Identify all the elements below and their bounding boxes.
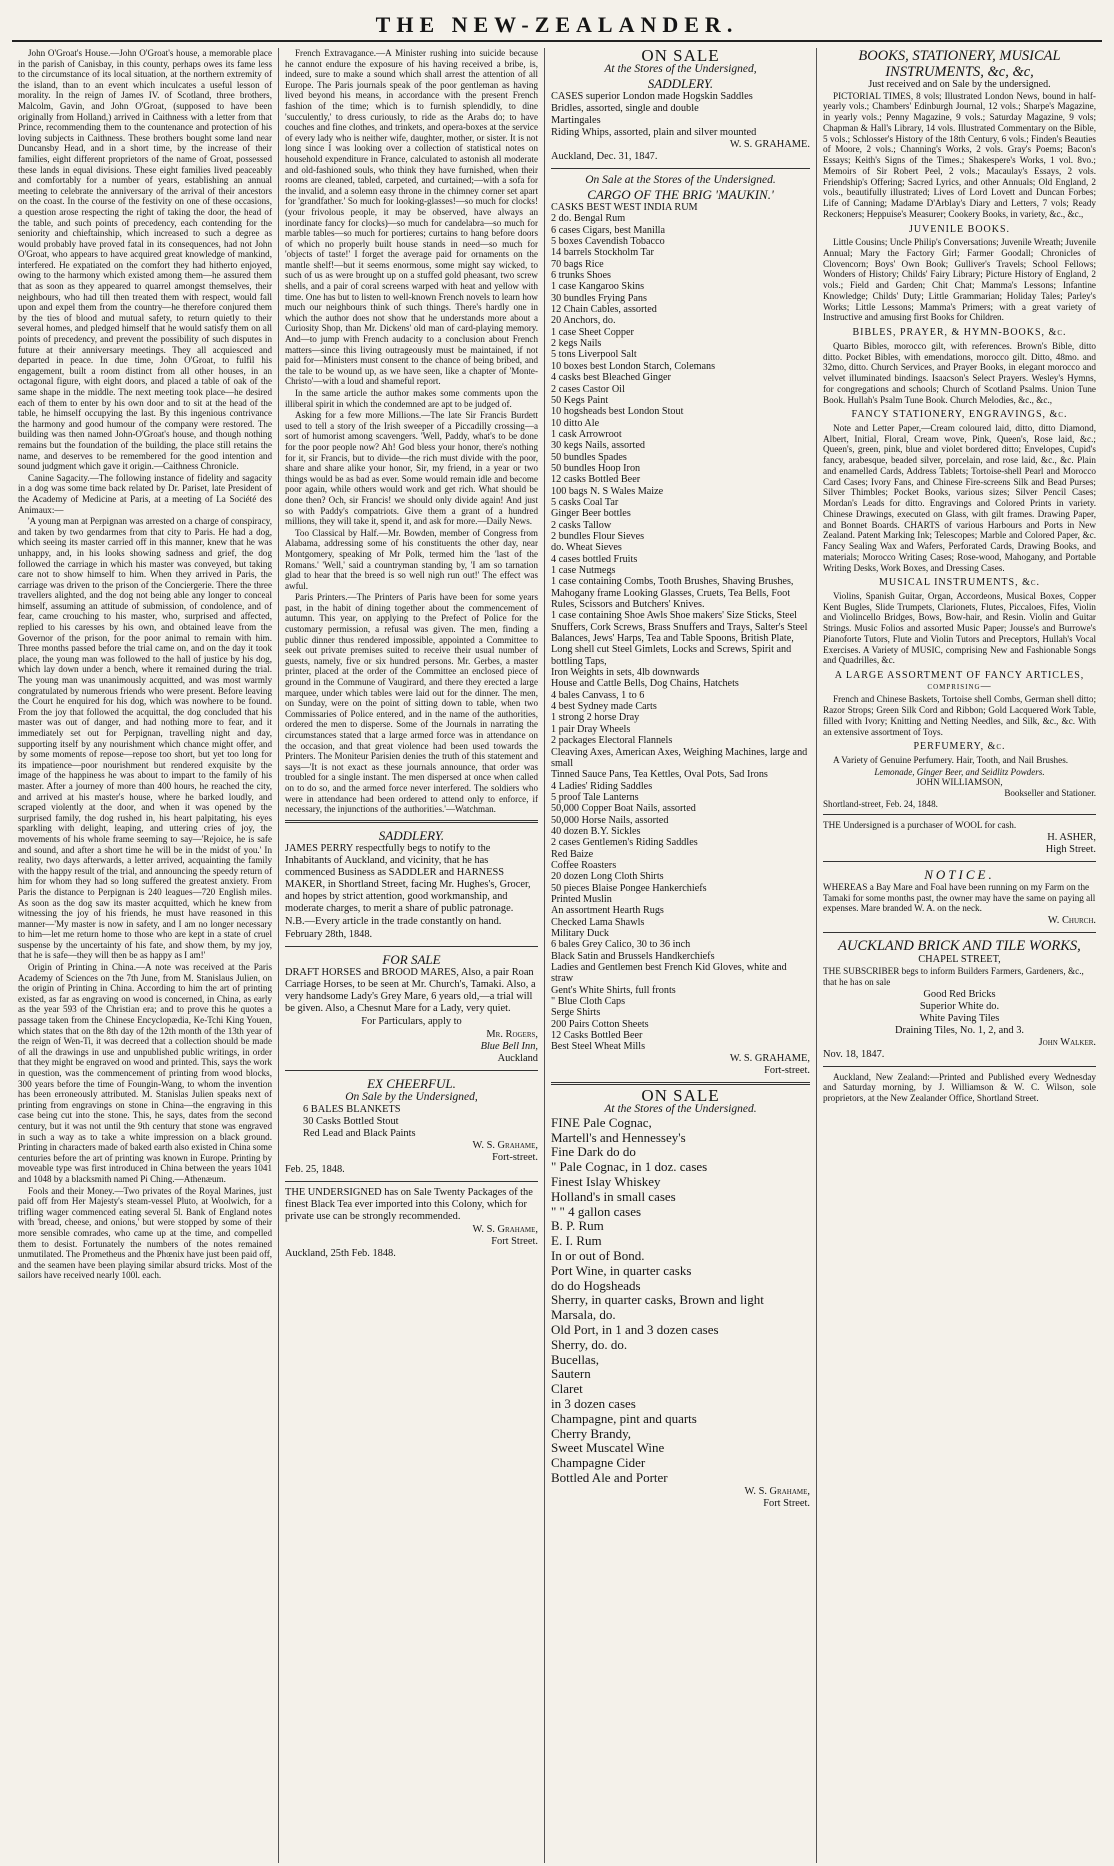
ad-heading-books: BOOKS, STATIONERY, MUSICAL INSTRUMENTS, &c, &c, <box>858 48 1061 80</box>
section-heading-fancy: FANCY STATIONERY, ENGRAVINGS, &c. <box>851 409 1068 421</box>
ad-subheading: On Sale by the Undersigned, <box>345 1090 478 1103</box>
cargo-item: 70 bags Rice <box>551 258 604 270</box>
cargo-item: 12 Casks Bottled Beer <box>551 1030 643 1042</box>
cargo-item: Ginger Beer bottles <box>551 508 631 520</box>
divider <box>551 1082 810 1085</box>
ad-place: High Street. <box>1045 843 1096 855</box>
cargo-item: 4 best Sydney made Carts <box>551 701 657 713</box>
wine-item: Sherry, in quarter casks, Brown and light <box>551 1292 764 1308</box>
cargo-item: 2 kegs Nails <box>551 338 602 350</box>
wine-item: Claret <box>551 1381 583 1397</box>
divider <box>823 814 1096 815</box>
cargo-item: 30 kegs Nails, assorted <box>551 440 645 452</box>
ad-body: JAMES PERRY respectfully begs to notify to the Inhabitants of Auckland, and vicinity, that he has commenced Business as SADDLER and HARNESS MAKER, in Shortland Street, facing Mr. Hughes's, Grocer, and hopes by strict attention, good workmanship, and moderate charges, to merit a share of public patronage. <box>285 842 531 914</box>
article-illiberal-spirit: In the same article the author makes some comments upon the illiberal spirit in which the condemned are apt to be judged of. <box>285 388 538 409</box>
ad-body: THE UNDERSIGNED has on Sale Twenty Packages of the finest Black Tea ever imported into this Colony, which for private use can be strongly recommended. <box>285 1186 533 1222</box>
cargo-item: 50 bundles Spades <box>551 451 627 463</box>
cargo-item: 10 boxes best London Starch, Colemans <box>551 360 716 372</box>
cargo-item: 4 cases bottled Fruits <box>551 553 638 565</box>
ad-subheading: Just received and on Sale by the undersigned. <box>868 79 1051 90</box>
cargo-item: 12 Chain Cables, assorted <box>551 304 657 316</box>
ad-place: Fort Street. <box>763 1497 810 1509</box>
divider <box>285 946 538 947</box>
wine-item: in 3 dozen cases <box>551 1395 636 1411</box>
cargo-item: 14 barrels Stockholm Tar <box>551 247 654 259</box>
wine-item: Finest Islay Whiskey <box>551 1173 661 1189</box>
divider <box>285 1181 538 1182</box>
imprint: Auckland, New Zealand:—Printed and Published every Wednesday and Saturday morning, by J. Williamson & W. C. Wilson, sole proprietors, at the New Zealander Office, Shortland Street. <box>823 1071 1096 1104</box>
cargo-item: 10 hogsheads best London Stout <box>551 406 684 418</box>
divider <box>823 861 1096 862</box>
cargo-item: 4 bales Canvass, 1 to 6 <box>551 689 645 701</box>
column-1 <box>12 48 278 1863</box>
cargo-item: 5 casks Coal Tar <box>551 496 619 508</box>
ad-signer: Mr. Rogers, <box>486 1028 538 1040</box>
ad-black-tea <box>285 1187 538 1260</box>
wine-item: Champagne, pint and quarts <box>551 1410 697 1426</box>
wine-list <box>551 1116 810 1486</box>
ad-heading: NOTICE. <box>924 866 995 882</box>
cargo-item: House and Cattle Bells, Dog Chains, Hatchets <box>551 678 739 690</box>
ad-place: Fort-street. <box>492 1151 538 1163</box>
article-printing-china: Origin of Printing in China.—A note was received at the Paris Academy of Sciences on the 7th June, from M. Stanislaus Julien, on the origin of Printing in China. According to him the art of printing existed, as far as engraving on wood is concerned, in China, as early as the year 593 of the Christian era; and to prove this he quotes a passage taken from the Chinese Encyclopædia, Ke-Tchi King Youen, which states that on the 8th day of the 12th month of the 13th year of the reign of Wen-Ti, it was decreed that a collection should be made of all the drawings in use and unpublished public writings, in order that they might be engraved on wood and printed. This, says the work in question, was the commencement of printing from wood blocks, 300 years before the time of Foungin-Wang, to whom the invention has been erroneously attributed. M. Stanislas Julien speaks next of printing from engravings on stone in China—the engraving in this case being cut into the stone. This, he says, dates from the second century, but it was not until the 9th century that stone was engraved in such a way as to take a white impression on a black ground. Printing in characters made of baked earth also existed in China some centuries before the art of printing was known in Europe. Printing by moveable type was first introduced in China between the years 1041 and 1048 by a blacksmith named Pi Ching.—Athenæum. <box>18 962 272 1184</box>
cargo-item: 1 case Sheet Copper <box>551 326 634 338</box>
cargo-item: 1 strong 2 horse Dray <box>551 712 640 724</box>
cargo-item: Ladies and Gentlemen best French Kid Gloves, white and straw <box>551 962 787 985</box>
cargo-item: 100 bags N. S Wales Maize <box>551 485 664 497</box>
wine-item: do do Hogsheads <box>551 1277 641 1293</box>
ad-signer: John Walker. <box>1038 1036 1096 1048</box>
cargo-item: Best Steel Wheat Mills <box>551 1041 646 1053</box>
ad-on-sale-spirits <box>551 1085 810 1510</box>
cargo-item: 12 casks Bottled Beer <box>551 474 641 486</box>
ad-particulars: For Particulars, apply to <box>361 1015 462 1027</box>
ad-heading: FOR SALE <box>382 951 441 967</box>
ad-subheading: CARGO OF THE BRIG 'MAUKIN.' <box>587 187 774 202</box>
ad-ex-cheerful <box>285 1076 538 1176</box>
wine-item: E. I. Rum <box>551 1233 602 1249</box>
ad-subheading: At the Stores of the Undersigned, <box>604 63 757 75</box>
ad-signer: W. S. Grahame, <box>472 1223 538 1235</box>
cargo-item: do. Wheat Sieves <box>551 542 622 554</box>
cargo-item: 1 pair Dray Wheels <box>551 723 631 735</box>
article-paris-printers: Paris Printers.—The Printers of Paris have been for some years past, in the habit of dining together about the commencement of autumn. This year, on applying to the Prefect of Police for the customary permission, a refusal was given. The men, finding a public dinner thus rendered impossible, appointed a Committee to seek out private premises suited to receive their usual number of guests, namely, five or six hundred persons. Mr. Gerbes, a master printer, placed at the order of the Committee an enclosed piece of ground in the Commune of Vaugirard, and there they erected a large marquee, under which tables were laid out for the dinner. The men, on Sunday, were on the point of sitting down to table, when two Commissaries of Police entered, and in the name of the authorities, ordered the men to disperse. Some of the Journals in narrating the circumstances stated that a large armed force was in attendance on the occasion, and that great violence had been used towards the Printers. The Moniteur Parisien denies the truth of this statement and says—'It is not exact as these journals announce, that order was troubled for a single instant. The men dispersed at once when called on to do so, and the armed force never interfered. The soldiers who were in attendance had been ordered to attend only to enforce, if necessary, the injunctions of the authorities.'—Watchman. <box>285 592 538 815</box>
ad-signer: JOHN WILLIAMSON, <box>916 777 1003 788</box>
column-4 <box>816 48 1102 1863</box>
cargo-item: 5 proof Tale Lanterns <box>551 791 639 803</box>
cargo-item: 1 case Kangaroo Skins <box>551 281 645 293</box>
ad-heading: ON SALE <box>641 1085 720 1105</box>
ad-note: N.B.—Every article in the trade constantly on hand. <box>285 915 502 927</box>
cargo-item: 5 tons Liverpool Salt <box>551 349 637 361</box>
section-heading-juvenile: JUVENILE BOOKS. <box>908 223 1011 235</box>
cargo-item: Red Baize <box>551 848 594 860</box>
ad-body: THE SUBSCRIBER begs to inform Builders Farmers, Gardeners, &c., that he has on sale <box>823 966 1084 987</box>
article-too-classical: Too Classical by Half.—Mr. Bowden, member of Congress from Alabama, addressing some of his constituents the other day, near Montgomery, speaking of Mr Polk, termed him the 'last of the Romans.' 'Well,' said a countryman standing by, 'I am so tarnation glad to hear that the breed is so well nigh run out!' The effect was awful. <box>285 527 538 591</box>
divider <box>285 820 538 823</box>
cargo-item: Cleaving Axes, American Axes, Weighing Machines, large and small <box>551 746 808 769</box>
cargo-item: An assortment Hearth Rugs <box>551 905 664 917</box>
cargo-item: Checked Lama Shawls <box>551 916 645 928</box>
cargo-item: Serge Shirts <box>551 1007 601 1019</box>
ad-cargo-maukin <box>551 174 810 1077</box>
ad-date: Shortland-street, Feb. 24, 1848. <box>823 798 938 809</box>
ad-place: Auckland <box>497 1052 538 1064</box>
cargo-item: 10 ditto Ale <box>551 417 600 429</box>
ad-heading: AUCKLAND BRICK AND TILE WORKS, <box>838 938 1081 955</box>
cargo-item: 2 bundles Flour Sieves <box>551 530 645 542</box>
cargo-item: 1 cask Arrowroot <box>551 428 622 440</box>
wine-item: Port Wine, in quarter casks <box>551 1262 692 1278</box>
books-list: PICTORIAL TIMES, 8 vols; Illustrated London News, bound in half-yearly vols.; Chambers' Edinburgh Journal, 12 vols.; Sharpe's Magazine, in yearly vols.; Penny Magazine, 9 vols.; Saturday Magazine, 9 vols; Chapman & Hall's Library, 14 vols. Illustrated Commentary on the Bible, 5 vols.; Schlosser's History of the 18th Century, 6 vols.; Finden's Beauties of Moore, 2 vols.; Channing's Works, 2 vols. Gray's Poems; Bacon's Essays; Keith's Signs of the Times.; Shakespere's Works, 1 vol. 8vo.; Memoirs of Sir Robert Peel, 2 vols.; Macaulay's Essays, 2 vols. Friendship's Offering; Sacred Lyrics, and other Annuals; Old England, 2 vols., beautifully illustrated; Lives of Lord Lovett and Duncan Forbes; Life of Canning; Madame D'Arblay's Diary and Letters, 7 vols; Ready Reckoners; Heppuise's Measurer; Cookery Books, in variety, &c., &c., <box>823 90 1096 219</box>
cargo-item: 1 case containing Combs, Tooth Brushes, Shaving Brushes, Mahogany frame Looking Glasses, Cruets, Tea Bells, Foot Rules, Scissors and Butchers' Knives. <box>551 576 794 611</box>
ad-date: Auckland, 25th Feb. 1848. <box>285 1247 396 1259</box>
wine-item: Sweet Muscatel Wine <box>551 1440 665 1456</box>
column-3 <box>544 48 816 1863</box>
cargo-item: 5 boxes Cavendish Tobacco <box>551 236 665 248</box>
cargo-item: 1 case containing Shoe Awls Shoe makers' Size Sticks, Steel Snuffers, Cork Screws, Brass Snuffers and Trays, Salter's Steel Balances, Jews' Harps, Tea and Table Spoons, British Plate, Long shell cut Steel Gimlets, Locks and Screws, Spirit and bottling Taps, <box>551 610 808 667</box>
ad-subheading: At the Stores of the Undersigned. <box>604 1102 757 1115</box>
cargo-item: 50 Kegs Paint <box>551 394 609 406</box>
wine-item: Holland's in small cases <box>551 1188 676 1204</box>
cargo-list <box>551 202 810 1053</box>
wine-item: " Pale Cognac, in 1 doz. cases <box>551 1159 708 1175</box>
ad-place: Fort-street. <box>764 1064 810 1076</box>
wine-item: B. P. Rum <box>551 1218 604 1234</box>
ad-role: Bookseller and Stationer. <box>1004 787 1096 798</box>
ad-saddlery <box>285 828 538 941</box>
column-2 <box>278 48 544 1863</box>
cargo-item: 2 cases Gentlemen's Riding Saddles <box>551 837 698 849</box>
divider <box>551 168 810 169</box>
ad-heading: SADDLERY. <box>378 827 445 843</box>
ad-signer: W. S. GRAHAME, <box>729 1052 810 1064</box>
article-canine-sagacity: Canine Sagacity.—The following instance of fidelity and sagacity in a dog was some time back related by Dr. Pariset, late President of the Academy of Medicine at Paris, at a meeting of La Société des Animaux:— <box>18 472 272 515</box>
cargo-item: Gent's White Shirts, full fronts <box>551 984 676 996</box>
cargo-item: CASKS BEST WEST INDIA RUM <box>551 202 698 213</box>
ad-place: Fort Street. <box>491 1235 538 1247</box>
ad-inn: Blue Bell Inn, <box>480 1040 538 1052</box>
lemonade-line: Lemonade, Ginger Beer, and Seidlitz Powders. <box>874 766 1045 777</box>
cargo-item: 30 bundles Frying Pans <box>551 292 647 304</box>
masthead: THE NEW-ZEALANDER. <box>12 10 1102 42</box>
cargo-item: 50 bundles Hoop Iron <box>551 462 641 474</box>
ad-signer: H. ASHER, <box>1047 831 1096 843</box>
juvenile-list: Little Cousins; Uncle Philip's Conversations; Juvenile Wreath; Juvenile Annual; Mary the Factory Girl; Farmer Goodall; Chronicles of Clovencorn; Boys' Own Book; Gulliver's Travels; School Fellows; Wonders of History; Childs' Fairy Library; Picture History of England, 2 vols.; Field and Garden; Chit Chat; Mamma's Lessons; Infantine Knowledge; Childs' Duty; Little Grammarian; Holiday Tales; Parley's Works; Little Lessons; Mamma's Primers; with a great variety of Instructive and amusing first Books for Children. <box>823 237 1096 323</box>
cargo-item: Black Satin and Brussels Handkerchiefs <box>551 950 715 962</box>
ad-body: DRAFT HORSES and BROOD MARES, Also, a pair Roan Carriage Horses, to be seen at Mr. Church's, Tamaki. Also, a very handsome Lady's Grey Mare, 6 years old,—a trial will be given. Also, a Chesnut Mare for a Lady, very quiet. <box>285 966 536 1014</box>
section-heading-fancy-articles: A LARGE ASSORTMENT OF FANCY ARTICLES, comprising— <box>834 670 1085 692</box>
ad-signer: W. S. Grahame, <box>472 1139 538 1151</box>
ad-items: CASES superior London made Hogskin Saddles Bridles, assorted, single and double Martingales Riding Whips, assorted, plain and silver mounted <box>551 91 757 138</box>
wine-item: Martell's and Hennessey's <box>551 1129 686 1145</box>
article-canine-story: 'A young man at Perpignan was arrested on a charge of conspiracy, and taken by two gendarmes from that city to Paris. He had a dog, which seeing its master carried off in this manner, knew that he was unhappy, and, in his looks showing sadness and grief, the dog followed the carriage in which his master was conveyed, but taking care not to show himself to him. When they arrived in Paris, the carriage was driven to the prison of the Conciergerie. There the three travellers alighted, and the dog not being able any longer to conceal himself, assuming an attitude of submission, of condolence, and of fear, came crouching to his master, who, surprised and affected, replied to his caresses by his own, and obtained leave from the Governor of the prison, for the poor animal to remain with him. Three months passed before the trial came on, and on the day it took place, the young man was followed to the hall of justice by his dog, which lay down under a bench, where it remained during the trial. The young man was unanimously acquitted, and was most warmly congratulated by numerous friends who were present. Before leaving the Court he enquired for his dog, which was nowhere to be found. From the joy that followed the acquittal, the dog concluded that his master was out of danger, and had nothing more to fear, and it immediately set out for Perpignan, travelling night and day, supporting itself by any nourishment which chance might offer, and by some moments of repose—repose too short, but yet too long for its impatience—poor nourishment but rendered exquisite by the image of the happiness he was about to impart to the family of his master. After a journey of more than 400 hours, he reached the city, and arrived at his master's house, where he barked loudly, and scraped violently at the door, and when it was opened by the surprised family, the dog rushed in, his heart palpitating, his eyes sparkling with delight, leaping, and uttering cries of joy, the movements of his whole frame seeming to say—'Rejoice, he is safe and sound, and after a short time he will be in the midst of you.' In reality, two days afterwards, a letter arrived, acquainting the family with the happy result of the trial, and announcing the speedy return of him for whom they had so long suffered the greatest anxiety. From Paris the distance to Perpignan is 240 leagues—720 English miles. As soon as the dog saw its master acquitted, which he knew from witnessing the joy of his friends, he must have reasoned in this manner—'My master is now in safety, and I am no longer necessary to him—let me return home to those who are kept in a state of cruel suspense by the uncertainty of his fate, and show them, by my joy, that he is safe—they will then be as happy as I am!' <box>18 516 272 961</box>
article-millions: Asking for a few more Millions.—The late Sir Francis Burdett used to tell a story of the Irish sweeper of a Piccadilly crossing—a sort of humorist among scavengers. 'Well, Paddy, what's to be done for the poor people now? Ah! God bless your honor, there's nothing for it, sir Francis, but to divide—the rich must divide with the poor, share and share alike your honor, Sir, my friend, in a year or two things would be as bad as ever. Some would remain idle and become poor again, while others would work and get rich. What should be done then? Och, sir Francis! we should only divide again! And just so with Paddy's compatriots. Give them a grant of a hundred millions, they will take it, spend it, and ask for more.—Daily News. <box>285 410 538 527</box>
columns <box>12 48 1102 1863</box>
cargo-item: 2 casks Tallow <box>551 519 612 531</box>
cargo-item: 20 Anchors, do. <box>551 315 616 327</box>
cargo-item: 40 dozen B.Y. Sickles <box>551 825 641 837</box>
wine-item: Old Port, in 1 and 3 dozen cases <box>551 1321 719 1337</box>
wine-item: Champagne Cider <box>551 1455 646 1471</box>
cargo-item: 6 bales Grey Calico, 30 to 36 inch <box>551 939 691 951</box>
section-heading-perfumery: PERFUMERY, &c. <box>913 741 1006 753</box>
wine-item: Sherry, do. do. <box>551 1336 628 1352</box>
wine-item: Bottled Ale and Porter <box>551 1469 668 1485</box>
ad-on-sale-saddlery <box>551 50 810 163</box>
bibles-list: Quarto Bibles, morocco gilt, with references. Brown's Bible, ditto ditto. Pocket Bibles, with emendations, morocco gilt. Ditto, 48mo. and 32mo, ditto. Church Services, and Prayer Books, in elegant morocco and velvet illuminated bindings. Isaacson's Select Prayers. Wesley's Hymns, for congregations and schools; Church of Scotland Psalms. Union Tune Book. Hullah's Psalm Tune Book. Church Melodies, &c., &c., <box>823 340 1096 405</box>
cargo-item: 4 casks best Bleached Ginger <box>551 372 671 384</box>
ad-date: Feb. 25, 1848. <box>285 1163 345 1175</box>
cargo-item: 2 do. Bengal Rum <box>551 213 626 225</box>
wine-item: Cherry Brandy, <box>551 1425 632 1441</box>
ad-items: 6 BALES BLANKETS 30 Casks Bottled Stout Red Lead and Black Paints <box>303 1103 416 1139</box>
ad-heading: On Sale at the Stores of the Undersigned. <box>585 174 776 186</box>
wine-item: FINE Pale Cognac, <box>551 1114 652 1130</box>
ad-signer: W. S. GRAHAME. <box>729 139 810 150</box>
divider <box>823 1066 1096 1067</box>
wine-item: In or out of Bond. <box>551 1247 645 1263</box>
ad-signer: W. S. Grahame, <box>744 1485 810 1497</box>
cargo-item: " Blue Cloth Caps <box>551 996 626 1008</box>
cargo-item: 1 case Nutmegs <box>551 565 616 576</box>
wine-item: Sautern <box>551 1366 591 1382</box>
section-heading-bibles: BIBLES, PRAYER, & HYMN-BOOKS, &c. <box>852 327 1067 339</box>
wine-item: Fine Dark do do <box>551 1144 636 1160</box>
ad-heading: ON SALE <box>641 48 720 65</box>
cargo-item: 50 pieces Blaise Pongee Hankerchiefs <box>551 882 707 894</box>
ad-subheading: CHAPEL STREET, <box>918 954 1001 966</box>
ad-notice <box>823 867 1096 927</box>
ad-subheading-2: SADDLERY. <box>647 76 714 91</box>
cargo-item: 20 dozen Long Cloth Shirts <box>551 871 664 883</box>
musical-list: Violins, Spanish Guitar, Organ, Accordeons, Musical Boxes, Copper Kent Bugles, Slide Trumpets, Clarionets, Flutes, Piccaloes, Fifes, Violin and Violincello Bridges, Bows, Bow-hair, and Resin. Violin and Guitar Strings. Music Folios and assorted Music Paper; Jousse's and Burrowe's Pianoforte Tutors, Flute and Violin Tutors and Preceptors, Hullah's Vocal Exercises. A Variety of MUSIC, comprising New and Fashionable Songs and Quadrilles, &c. <box>823 590 1096 666</box>
fancy-list: Note and Letter Paper,—Cream coloured laid, ditto, ditto Diamond, Albert, Initial, Floral, Cream wove, Pink, Queen's, Rose laid, &c.; Queen's, green, pink, blue and violet bordered ditto; Envelopes, Cupid's fancy, arabesque, beaded silver, porcelain, and rose laid, &c., &c. Plain and enamelled Cards, Address Tablets; Tortoise-shell Pearl and Morocco Card Cases; Ivory Fans, and Chinese Fire-screens Silk and Bead Purses; Silver Thimbles; Pocket Books, various sizes; Silver Pencil Cases; Mordan's Leads for ditto. Engravings and Colored Prints in variety. Chinese Drawings, executed on Glass, with gilt frames. Drawing Paper, and Bonnet Boards. CHARTS of various Harbours and Ports in New Zealand. Patent Marking Ink; Telescopes; Marble and Colored Paper, &c. Fancy Sealing Wax and Wafers, Perforated Cards, Drawing Books, and materials; Morocco Writing Cases; Rose-wood, Mahogany, and Portable Writing Desks, Work Boxes, and Dressing Cases. <box>823 422 1096 573</box>
divider <box>285 1070 538 1071</box>
article-john-ogroat: John O'Groat's House.—John O'Groat's house, a memorable place in the parish of Canisbay, in this county, perhaps owes its fame less to the circumstance of its local situation, at the northern extremity of the island, than to an event which inculcates a useful lesson of morality. In the reign of James IV. of Scotland, three brothers, Malcolm, Gavin, and John O'Groat, (supposed to have been originally from Holland,) arrived in Caithness with a letter from that Prince, recommending them to the countenance and protection of his loving subjects in Caithness. These brothers bought some land near Duncansby Head, and in a short time, by the increase of their families, eight different proprietors of the name of Groat, possessed these lands in equal divisions. These eight families lived peaceably and comfortably for a number of years, establishing an annual meeting to celebrate the anniversary of the arrival of their ancestors on the coast. In the course of the festivity on one of these occasions, a question arose respecting the right of taking the door, the head of the table, and such points of precedency, each contending for the seniority and chieftainship, which increased to such a degree as would probably have proved fatal in its consequences, had not John O'Groat, who appears to have acquired great knowledge of mankind, interfered. He expatiated on the comfort they had hitherto enjoyed, owing to the harmony which existed among them—he assured them that as soon as they appeared to quarrel amongst themselves, their neighbours, who had till then treated them with respect, would fall upon and expel them from the country—he therefore conjured them by the ties of blood and mutual safety, to return quietly to their several homes, and pledged himself that he would satisfy them on all points of precedency, and prevent the possibility of such disputes in future at their anniversary meetings. They all acquiesced and departed in peace. In due time, John O'Groat, to fulfil his engagement, built a room distinct from all other houses, in an octagonal figure, with eight doors, and placed a table of oak of the same shape in the middle. The next meeting took place—he desired each of them to enter by his own door and to sit at the head of the table, he himself occupying the last. By this ingenious contrivance the harmony and good humour of the company were restored. The building was then named John-O'Groat's house, and though nothing remains but the foundation of the building, the place still retains the name, and deserves to be remembered for the good intention and sound judgment which gave it origin.—Caithness Chronicle. <box>18 48 272 472</box>
cargo-item: 2 cases Castor Oil <box>551 383 625 395</box>
fancy-articles-list: French and Chinese Baskets, Tortoise shell Combs, German shell ditto; Razor Strops; Green Silk Cord and Ribbon; Gold Lacquered Work Table, filled with Ivory; Knitting and Netting Needles, and Silk, &c., &c. With an extensive assortment of Toys. <box>823 694 1096 737</box>
cargo-item: 6 cases Cigars, best Manilla <box>551 224 666 236</box>
cargo-item: Iron Weights in sets, 4lb downwards <box>551 667 700 679</box>
cargo-item: Printed Muslin <box>551 893 612 905</box>
cargo-item: Coffee Roasters <box>551 859 617 871</box>
ad-heading: EX CHEERFUL. <box>367 1075 456 1091</box>
section-heading-musical: MUSICAL INSTRUMENTS, &c. <box>878 577 1041 589</box>
ad-date: Auckland, Dec. 31, 1847. <box>551 151 658 162</box>
article-fools-money: Fools and their Money.—Two privates of the Royal Marines, just paid off from Her Majesty's steam-vessel Pluto, at Woolwich, for a trifling wager commenced eating several 5l. Bank of England notes with 'bread, cheese, and onions,' but were stopped by some of their more sensible comrades, who came up at the time, and compelled them to desist. Fortunately the numbers of the notes remained unmutilated. The Prometheus and the Phœnix have just been paid off, and the seamen have been playing similar absurd tricks. Most of the sailors have received nearly 100l. each. <box>18 1185 272 1281</box>
wine-item: Marsala, do. <box>551 1307 616 1323</box>
article-french-extravagance: French Extravagance.—A Minister rushing into suicide because he cannot endure the exposure of his having received a bribe, is, indeed, sure to make a sound which shall arrest the attention of all Europe. The Paris journals speak of the poor gentleman as having lived beyond his means, in accordance with the present French fashion of the time; which is to furnish splendidly, to dine 'succulently,' to dress curiously, to ride as the Arabs do; to have couches and fine clothes, and trinkets, and opera-boxes at the service of every lady who is neither wife, daughter, mother, or sister. It is not long since I was looking over a collection of statistical notes on household expenditure in France, calculated to astonish all moderate and old-fashioned souls, who think they have furnished, when their rooms are cleaned, tabled, carpeted, and curtained;—with a sofa for the invalid, and a solemn easy throne in the chimney corner set apart for 'grandfather.' So much for looking-glasses!—so much for clocks! (your frivolous people, it may be observed, have always an inordinate fancy for clocks)—so much for candelabra—so much for marble tables—so much for portieres; curtains to hang before doors of which no properly built house stands in need—so much for 'objects of taste!' I forget the average paid for ornaments on the mantle shelf!—but it seems enormous, some might say wicked, to such of us as were brought up on a stuffed gold pheasant, two screw shells, and a pair of coral screens warped with heat and yellow with time. One has but to listen to well-known French novels to learn how much our neighbours think of such things. There's hardly one in which the author does not show that he understands more about a Curiosity Shop, than Mr. Dickens' old man of card-playing memory. And—to jump with French audacity to a conclusion about French matters—since this living outrageously must be maintained, if not paid for—Ministers must consent to the chance of being bribed, and the tale to be wound up, as we have seen, like a chapter of 'Monte-Christo'—with a loud and shameful report. <box>285 48 538 387</box>
ad-signer: W. Church. <box>1047 915 1096 927</box>
cargo-item: 50,000 Horse Nails, assorted <box>551 814 669 826</box>
ad-wool-purchaser <box>823 820 1096 856</box>
ad-for-sale-horses <box>285 952 538 1065</box>
ad-date: Nov. 18, 1847. <box>823 1048 885 1060</box>
ad-body: WHEREAS a Bay Mare and Foal have been running on my Farm on the Tamaki for some months past, the owner may have the same on paying all expenses. Mare branded W. A. on the neck. <box>823 881 1096 914</box>
cargo-item: 6 trunks Shoes <box>551 270 611 282</box>
cargo-item: 2 packages Electoral Flannels <box>551 735 673 747</box>
perfumery-list: A Variety of Genuine Perfumery. Hair, Tooth, and Nail Brushes. <box>833 755 1069 765</box>
wine-item: " " 4 gallon cases <box>551 1203 642 1219</box>
ad-brick-works <box>823 938 1096 1061</box>
cargo-item: 4 Ladies' Riding Saddles <box>551 780 653 792</box>
cargo-item: 50,000 Copper Boat Nails, assorted <box>551 803 696 815</box>
divider <box>823 932 1096 933</box>
ad-items: Good Red Bricks Superior White do. White Paving Tiles Draining Tiles, No. 1, 2, and 3. <box>894 988 1025 1036</box>
wine-item: Bucellas, <box>551 1351 600 1367</box>
cargo-item: 200 Pairs Cotton Sheets <box>551 1018 649 1030</box>
cargo-item: Military Duck <box>551 928 610 939</box>
cargo-item: Tinned Sauce Pans, Tea Kettles, Oval Pots, Sad Irons <box>551 769 768 781</box>
ad-body: THE Undersigned is a purchaser of WOOL for cash. <box>823 820 1017 831</box>
ad-date: February 28th, 1848. <box>285 928 373 940</box>
